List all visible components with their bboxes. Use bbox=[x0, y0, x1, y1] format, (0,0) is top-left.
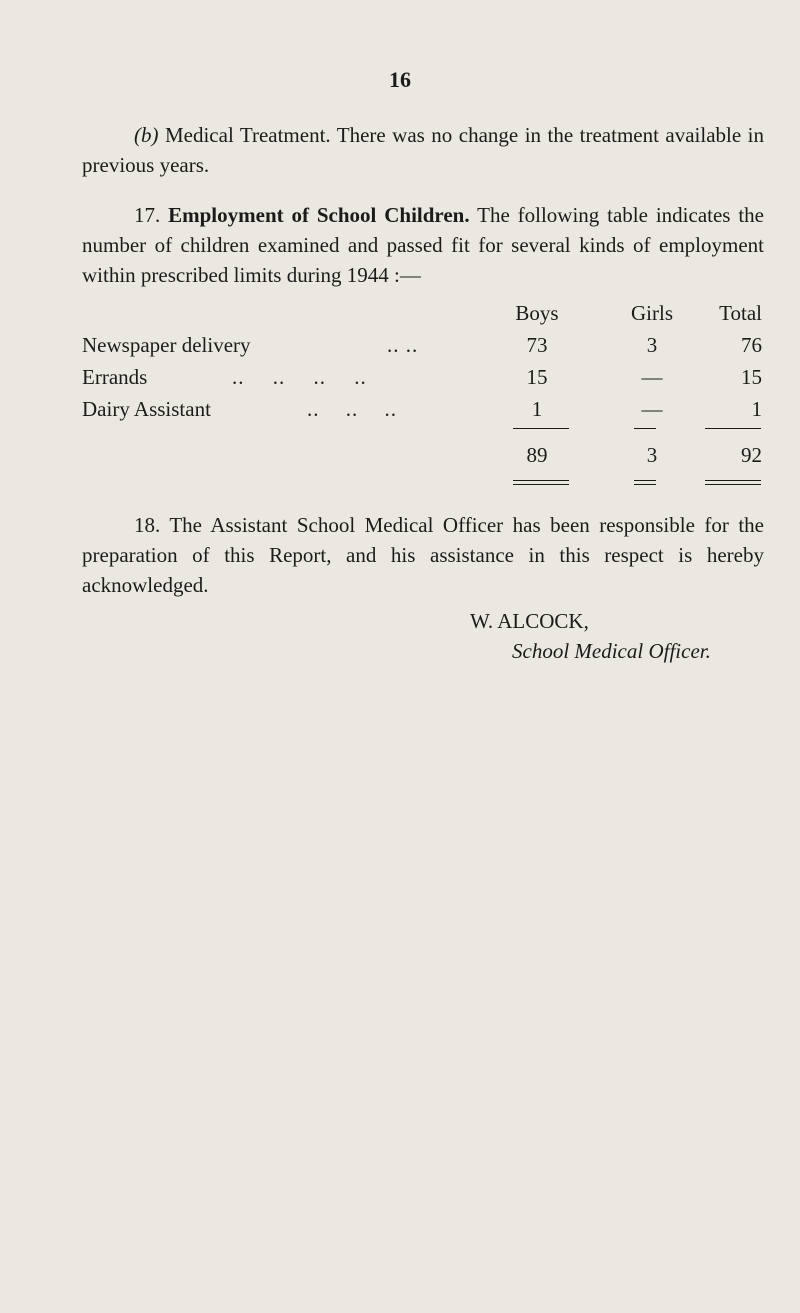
paragraph-b-text: Medical Treatment. There was no change in the treatment available in previous years. bbox=[82, 123, 764, 177]
table-row bbox=[82, 362, 764, 394]
total-sum-rule bbox=[705, 428, 761, 429]
row-total-value: 1 bbox=[751, 397, 762, 421]
row-total-value: 15 bbox=[741, 365, 762, 389]
total-double-rule-bottom bbox=[705, 484, 761, 485]
total-double-rule-top bbox=[705, 480, 761, 481]
girls-double-rule-bottom bbox=[634, 484, 656, 485]
paragraph-employment bbox=[82, 200, 764, 290]
boys-double-rule-bottom bbox=[513, 484, 569, 485]
column-header-boys: Boys bbox=[515, 301, 559, 325]
row-leader-dots: .. .. .. .. bbox=[232, 365, 367, 389]
row-boys-value: 73 bbox=[526, 333, 548, 357]
girls-sum-rule bbox=[634, 428, 656, 429]
total-boys-value: 89 bbox=[526, 443, 548, 467]
row-girls-value: — bbox=[641, 365, 663, 389]
paragraph-acknowledgement bbox=[82, 510, 764, 600]
row-label: Errands bbox=[82, 365, 148, 389]
column-header-girls: Girls bbox=[631, 301, 673, 325]
table-header-row bbox=[82, 298, 764, 330]
column-header-total: Total bbox=[719, 301, 762, 325]
paragraph-18-number: 18. bbox=[134, 513, 161, 537]
row-girls-value: 3 bbox=[646, 333, 658, 357]
table-row bbox=[82, 330, 764, 362]
row-label: Dairy Assistant bbox=[82, 397, 211, 421]
paragraph-17-number: 17. bbox=[134, 203, 161, 227]
row-boys-value: 15 bbox=[526, 365, 548, 389]
signatory-name: W. ALCOCK, bbox=[470, 609, 589, 633]
paragraph-medical-treatment bbox=[82, 120, 764, 180]
signatory-title: School Medical Officer. bbox=[512, 639, 711, 663]
boys-sum-rule bbox=[513, 428, 569, 429]
grand-total-value: 92 bbox=[741, 443, 762, 467]
row-total-value: 76 bbox=[741, 333, 762, 357]
paragraph-17-heading: Employment of School Children. bbox=[168, 203, 470, 227]
boys-double-rule-top bbox=[513, 480, 569, 481]
paragraph-17-text: The following table indicates the number of children examined and passed fit for several kinds of employment within prescribed limits during 1944 :— bbox=[82, 203, 764, 287]
table-totals-row bbox=[82, 440, 764, 472]
employment-table bbox=[82, 298, 764, 426]
girls-double-rule-top bbox=[634, 480, 656, 481]
signature-block bbox=[470, 606, 770, 666]
paragraph-18-text: The Assistant School Medical Officer has been responsible for the preparation of this Report, and his assistance in this respect is hereby acknowledged. bbox=[82, 513, 764, 597]
page-number: 16 bbox=[389, 67, 411, 92]
total-girls-value: 3 bbox=[646, 443, 658, 467]
row-boys-value: 1 bbox=[531, 397, 543, 421]
paragraph-b-label: (b) bbox=[134, 123, 159, 147]
row-label: Newspaper delivery bbox=[82, 333, 251, 357]
row-leader-dots: .. .. .. bbox=[307, 397, 397, 421]
row-girls-value: — bbox=[641, 397, 663, 421]
row-leader-dots: .. .. bbox=[387, 333, 419, 357]
table-row bbox=[82, 394, 764, 426]
